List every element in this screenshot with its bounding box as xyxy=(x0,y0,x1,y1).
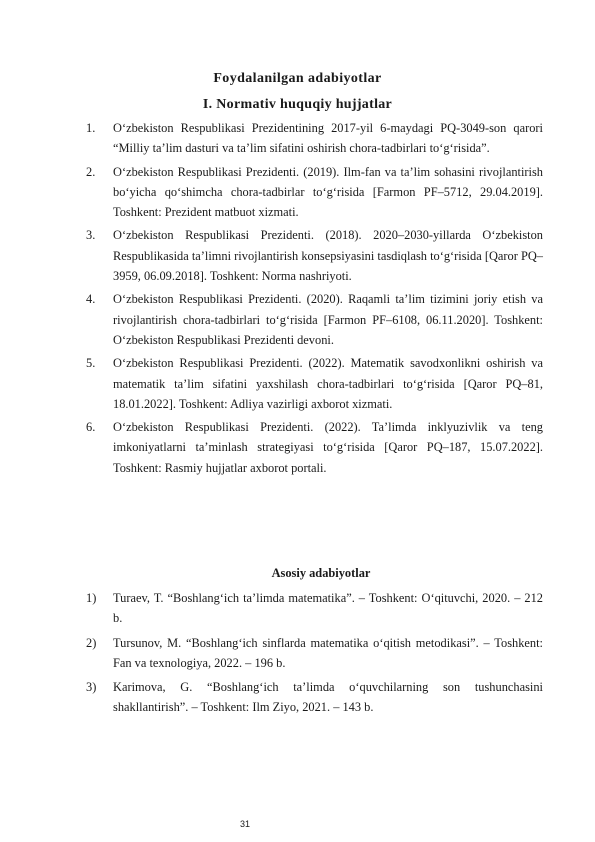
item-text: O‘zbekiston Respublikasi Prezidenti. (2018). 2020–2030-yillarda O‘zbekiston Respublikasida ta’limni rivojlantirish konsepsiyasini tasdiqlash to‘g‘risida [Qaror PQ–3959, 06.09.2018]. Toshkent: Norma nashriyoti. xyxy=(113,228,543,284)
item-number: 5. xyxy=(86,356,96,371)
item-number: 3. xyxy=(86,228,96,243)
item-text: Tursunov, M. “Boshlang‘ich sinflarda matematika o‘qitish metodikasi”. – Toshkent: Fan va texnologiya, 2022. – 196 b. xyxy=(113,635,543,670)
item-text: O‘zbekiston Respublikasi Prezidentining 2017-yil 6-maydagi PQ-3049-son qarori “Milliy ta’lim dasturi va ta’lim sifatini oshirish chora-tadbirlari to‘g‘risida”. xyxy=(113,121,543,156)
list-item xyxy=(86,633,543,674)
item-text: Karimova, G. “Boshlang‘ich ta’limda o‘quvchilarning son tushunchasini shakllantirish”. – Toshkent: Ilm Ziyo, 2021. – 143 b. xyxy=(113,680,543,715)
list-item xyxy=(86,677,543,718)
list-item xyxy=(86,353,543,414)
normative-list xyxy=(86,118,543,478)
item-number: 4. xyxy=(86,292,96,307)
literature-list xyxy=(86,588,543,718)
item-number: 2) xyxy=(86,635,97,650)
item-number: 1) xyxy=(86,591,97,605)
list-item xyxy=(86,289,543,350)
item-number: 6. xyxy=(86,420,96,435)
item-number: 3) xyxy=(86,680,97,695)
item-text: Turaev, T. “Boshlang‘ich ta’limda matematika”. – Toshkent: O‘qituvchi, 2020. – 212 b. xyxy=(113,591,543,626)
list-item xyxy=(86,118,543,159)
item-text: O‘zbekiston Respublikasi Prezidenti. (2022). Matematik savodxonlikni oshirish va matematik ta’lim sifatini yaxshilash chora-tadbirlari to‘g‘risida [Qaror PQ–81, 18.01.2022]. Toshkent: Adliya vazirligi axborot xizmati. xyxy=(113,356,543,411)
list-item xyxy=(86,162,543,223)
section-title-main-literature: Asosiy adabiyotlar xyxy=(271,566,371,580)
page-number: 31 xyxy=(240,819,251,829)
list-item xyxy=(86,588,543,629)
list-item xyxy=(86,225,543,286)
list-item xyxy=(86,417,543,478)
item-number: 1. xyxy=(86,121,96,135)
item-text: O‘zbekiston Respublikasi Prezidenti. (2019). Ilm-fan va ta’lim sohasini rivojlantirish bo‘yicha qo‘shimcha chora-tadbirlar to‘g‘risida [Farmon PF–5712, 29.04.2019]. Toshkent: Prezident matbuot xizmati. xyxy=(113,164,543,220)
section-title-normative: I. Normativ huquqiy hujjatlar xyxy=(202,97,393,112)
item-text: O‘zbekiston Respublikasi Prezidenti. (2022). Ta’limda inklyuzivlik va teng imkoniyatlarni ta’minlash strategiyasi to‘g‘risida [Qaror PQ–187, 15.07.2022]. Toshkent: Rasmiy hujjatlar axborot portali. xyxy=(113,420,543,475)
item-number: 2. xyxy=(86,164,96,179)
page-heading: Foydalanilgan adabiyotlar xyxy=(213,71,382,86)
item-text: O‘zbekiston Respublikasi Prezidenti. (2020). Raqamli ta’lim tizimini joriy etish va rivojlantirish chora-tadbirlari to‘g‘risida [Farmon PF–6108, 06.11.2020]. Toshkent: O‘zbekiston Respublikasi Prezidenti devoni. xyxy=(113,292,543,347)
